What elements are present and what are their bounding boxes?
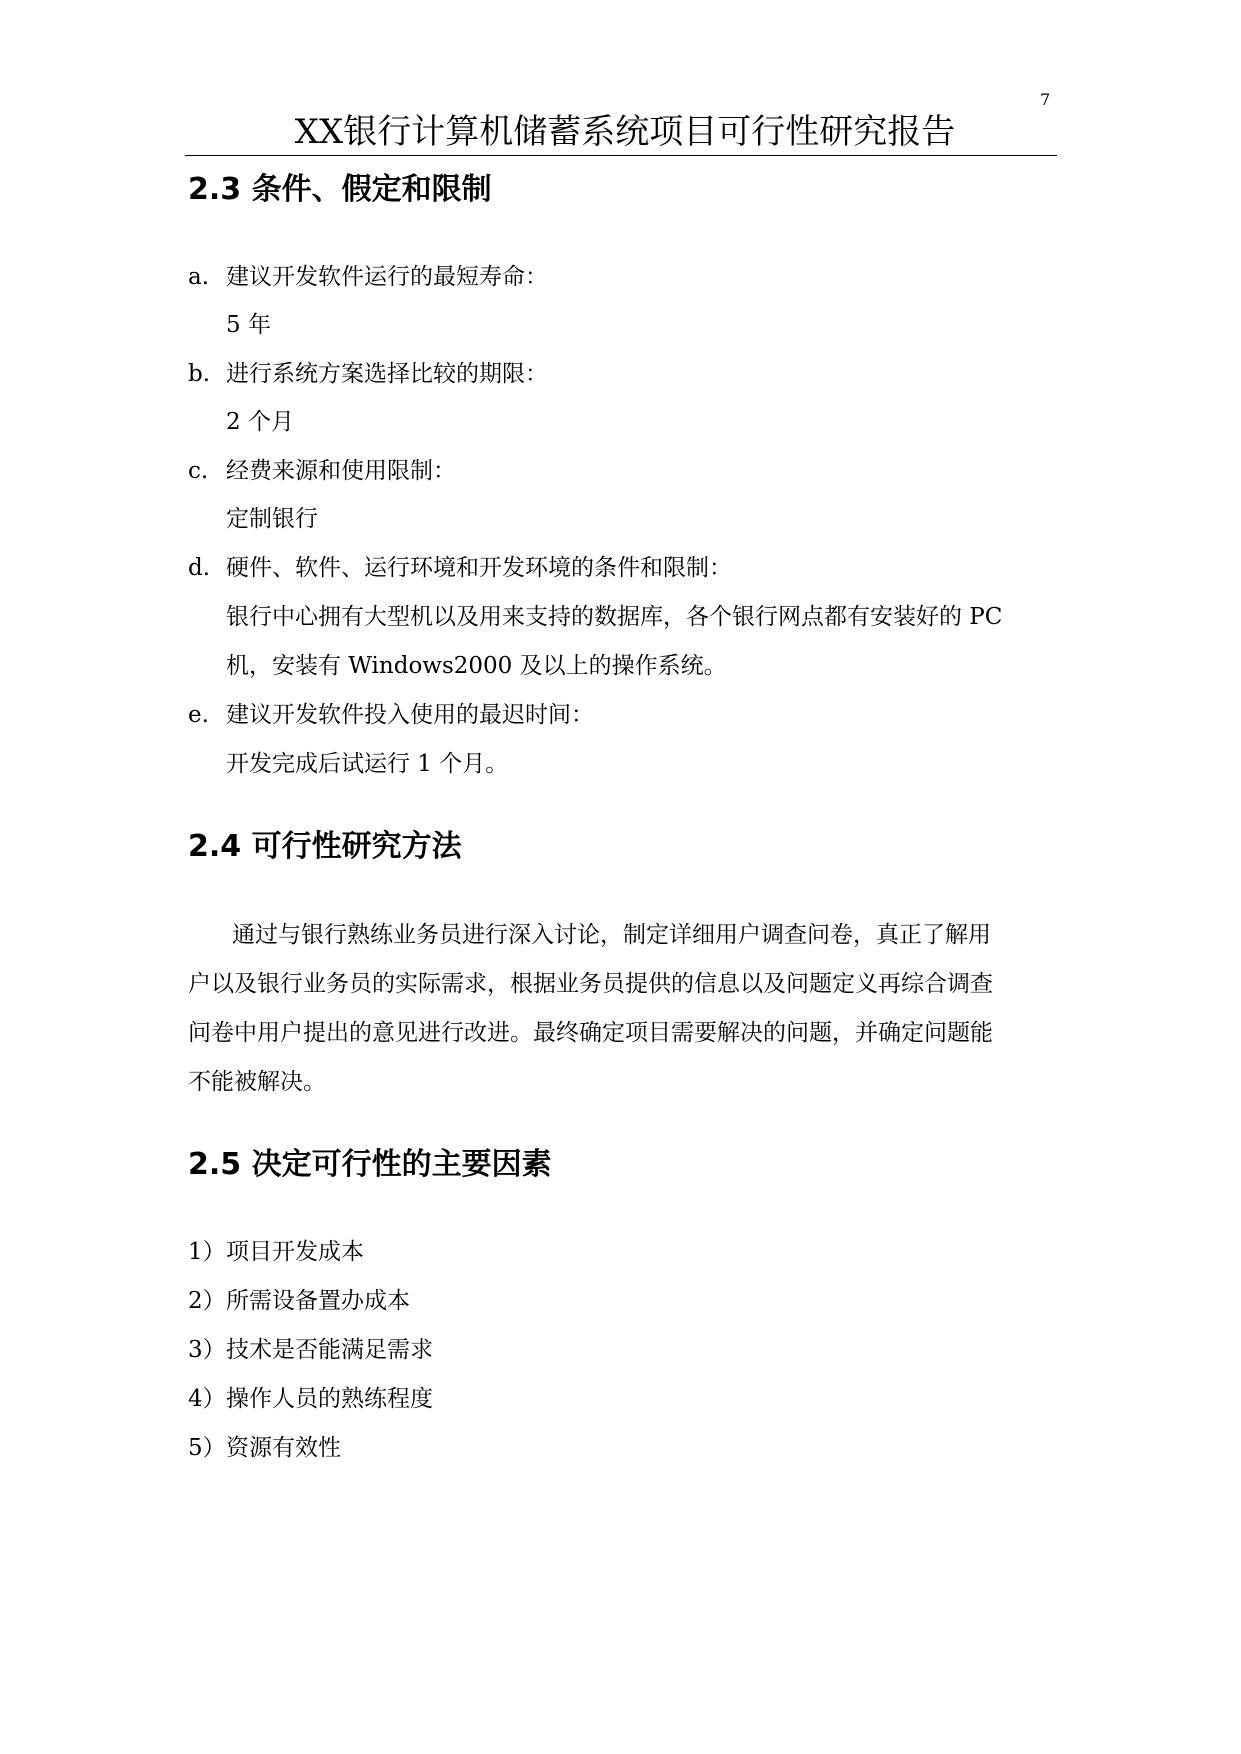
list-item-d-value-line-1: 银行中心拥有大型机以及用来支持的数据库，各个银行网点都有安装好的 PC <box>226 604 1003 630</box>
list-item-b-label: 进行系统方案选择比较的期限： <box>226 361 548 387</box>
list-item-e-label: 建议开发软件投入使用的最迟时间： <box>226 702 594 728</box>
page-number: 7 <box>1040 90 1051 109</box>
factor-number-4: 4） <box>188 1386 226 1412</box>
list-marker-b: b. <box>188 361 211 387</box>
factor-text-1: 项目开发成本 <box>226 1239 364 1265</box>
list-item-b <box>188 359 548 389</box>
list-marker-e: e. <box>188 702 209 728</box>
factor-text-4: 操作人员的熟练程度 <box>226 1386 433 1412</box>
factor-item-1 <box>188 1237 364 1267</box>
factor-number-1: 1） <box>188 1239 226 1265</box>
section-2-5-heading: 2.5 决定可行性的主要因素 <box>188 1147 552 1182</box>
paragraph-line-4: 不能被解决。 <box>188 1069 326 1095</box>
factor-item-2 <box>188 1286 410 1316</box>
list-item-d-value-line-2: 机，安装有 Windows2000 及以上的操作系统。 <box>226 653 727 679</box>
factor-text-3: 技术是否能满足需求 <box>226 1337 433 1363</box>
paragraph-line-1: 通过与银行熟练业务员进行深入讨论，制定详细用户调查问卷，真正了解用 <box>232 922 991 948</box>
list-item-a <box>188 262 548 292</box>
factor-item-5 <box>188 1433 341 1463</box>
list-item-a-value: 5 年 <box>226 312 271 338</box>
factor-text-5: 资源有效性 <box>226 1435 341 1461</box>
list-item-e-value: 开发完成后试运行 1 个月。 <box>226 751 509 777</box>
running-header: XX银行计算机储蓄系统项目可行性研究报告 <box>294 112 956 152</box>
factor-item-3 <box>188 1335 433 1365</box>
list-marker-a: a. <box>188 264 210 290</box>
list-item-d-label: 硬件、软件、运行环境和开发环境的条件和限制： <box>226 555 732 581</box>
list-item-b-value: 2 个月 <box>226 409 294 435</box>
list-item-c-value: 定制银行 <box>226 506 318 532</box>
factor-number-2: 2） <box>188 1288 226 1314</box>
section-2-3-heading: 2.3 条件、假定和限制 <box>188 172 492 207</box>
list-item-a-label: 建议开发软件运行的最短寿命： <box>226 264 548 290</box>
list-item-c <box>188 456 456 486</box>
paragraph-line-3: 问卷中用户提出的意见进行改进。最终确定项目需要解决的问题，并确定问题能 <box>188 1020 993 1046</box>
paragraph-line-2: 户以及银行业务员的实际需求，根据业务员提供的信息以及问题定义再综合调查 <box>188 971 993 997</box>
factor-item-4 <box>188 1384 433 1414</box>
list-item-c-label: 经费来源和使用限制： <box>226 458 456 484</box>
factor-number-5: 5） <box>188 1435 226 1461</box>
list-marker-c: c. <box>188 458 209 484</box>
header-divider <box>185 155 1057 156</box>
section-2-4-heading: 2.4 可行性研究方法 <box>188 829 462 864</box>
list-item-d <box>188 553 732 583</box>
list-marker-d: d. <box>188 555 211 581</box>
list-item-e <box>188 700 594 730</box>
factor-number-3: 3） <box>188 1337 226 1363</box>
factor-text-2: 所需设备置办成本 <box>226 1288 410 1314</box>
